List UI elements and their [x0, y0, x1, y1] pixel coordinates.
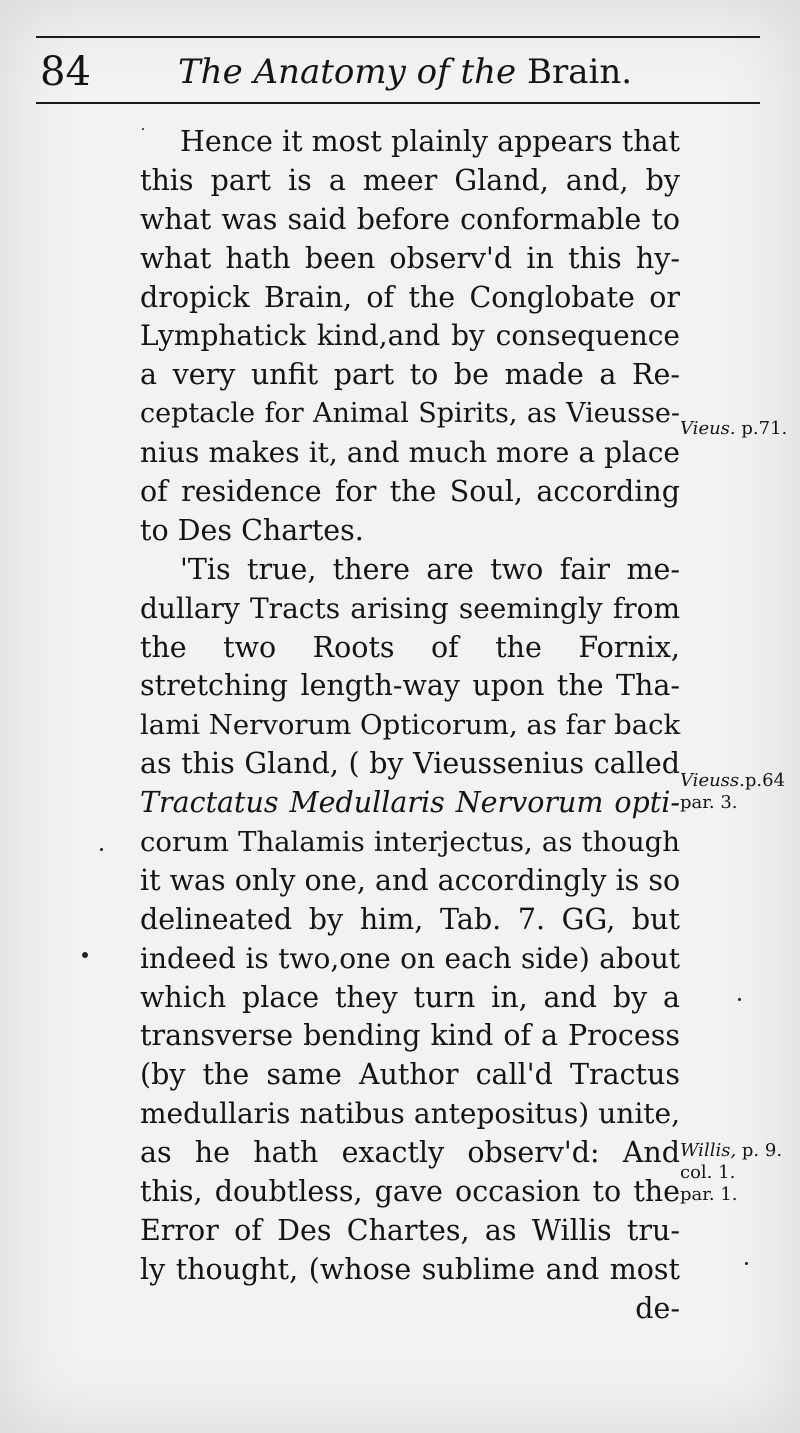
- margin-note-source: Vieus.: [680, 418, 736, 439]
- text-line: what was said before conformable to: [140, 202, 680, 236]
- text-line: Error of Des Chartes, as Willis tru-: [140, 1213, 680, 1247]
- header-top-rule: [36, 36, 760, 38]
- text-line: ly thought, (whose sublime and most: [140, 1252, 680, 1286]
- paper-speck: [738, 998, 741, 1001]
- text-line: a very unfit part to be made a Re-: [140, 358, 680, 392]
- text-line: stretching length-way upon the Tha-: [140, 669, 680, 703]
- text-line: transverse bending kind of a Process: [140, 1019, 680, 1053]
- text-line: it was only one, and accordingly is so: [140, 863, 681, 897]
- text-line: as this Gland, ( by Vieussenius called: [140, 747, 680, 781]
- margin-note-ref-line: par. 3.: [680, 792, 738, 813]
- page-number: 84: [40, 49, 91, 95]
- paper-speck: [82, 952, 88, 958]
- running-title-italic: The Anatomy of the: [178, 52, 517, 92]
- text-line: delineated by him, Tab. 7. GG, but: [140, 902, 680, 936]
- text-line: (by the same Author call'd Tractus: [140, 1058, 680, 1092]
- running-title-roman: Brain.: [526, 52, 633, 92]
- catchword: de-: [635, 1291, 680, 1325]
- margin-note-ref-line: par. 1.: [680, 1184, 738, 1205]
- text-line: to Des Chartes.: [140, 513, 364, 547]
- margin-note-ref: p. 9.: [741, 1140, 783, 1161]
- header-bottom-rule: [36, 102, 760, 104]
- text-line: which place they turn in, and by a: [140, 980, 680, 1014]
- margin-note: [680, 418, 787, 440]
- margin-note-ref: p.64: [744, 770, 786, 791]
- text-line: Lymphatick kind,and by consequence: [140, 319, 680, 353]
- text-line: of residence for the Soul, according: [140, 475, 680, 509]
- paper-speck: [142, 128, 144, 130]
- margin-note: [680, 1140, 782, 1206]
- text-line: lami Nervorum Opticorum, as far back: [140, 709, 681, 742]
- text-line: the two Roots of the Fornix,: [140, 630, 680, 664]
- text-line: Hence it most plainly appears that: [180, 125, 680, 158]
- text-line: 'Tis true, there are two fair me-: [180, 552, 680, 586]
- text-line: dullary Tracts arising seemingly from: [140, 591, 680, 625]
- paper-speck: [745, 1262, 748, 1265]
- text-line: what hath been observ'd in this hy-: [140, 241, 680, 275]
- text-line: ceptacle for Animal Spirits, as Vieusse-: [140, 398, 680, 430]
- text-line: corum Thalamis interjectus, as though: [140, 826, 680, 859]
- margin-note: [680, 770, 785, 814]
- running-title: [178, 46, 632, 98]
- text-line: Tractatus Medullaris Nervorum opti-: [140, 786, 680, 820]
- body-text: [140, 123, 680, 1329]
- text-line: indeed is two,one on each side) about: [140, 941, 680, 975]
- text-line: medullaris natibus antepositus) unite,: [140, 1097, 680, 1131]
- text-line: as he hath exactly observ'd: And: [140, 1136, 680, 1170]
- text-line: this, doubtless, gave occasion to the: [140, 1175, 680, 1209]
- text-line: this part is a meer Gland, and, by: [140, 163, 680, 197]
- margin-note-source: Willis,: [680, 1140, 737, 1161]
- margin-note-ref: p.71.: [741, 418, 788, 439]
- text-line: nius makes it, and much more a place: [140, 436, 680, 470]
- margin-note-ref-line: col. 1.: [680, 1162, 736, 1183]
- text-line: dropick Brain, of the Conglobate or: [140, 280, 680, 314]
- paper-speck: [100, 848, 103, 851]
- margin-note-source: Vieuss.: [680, 770, 745, 791]
